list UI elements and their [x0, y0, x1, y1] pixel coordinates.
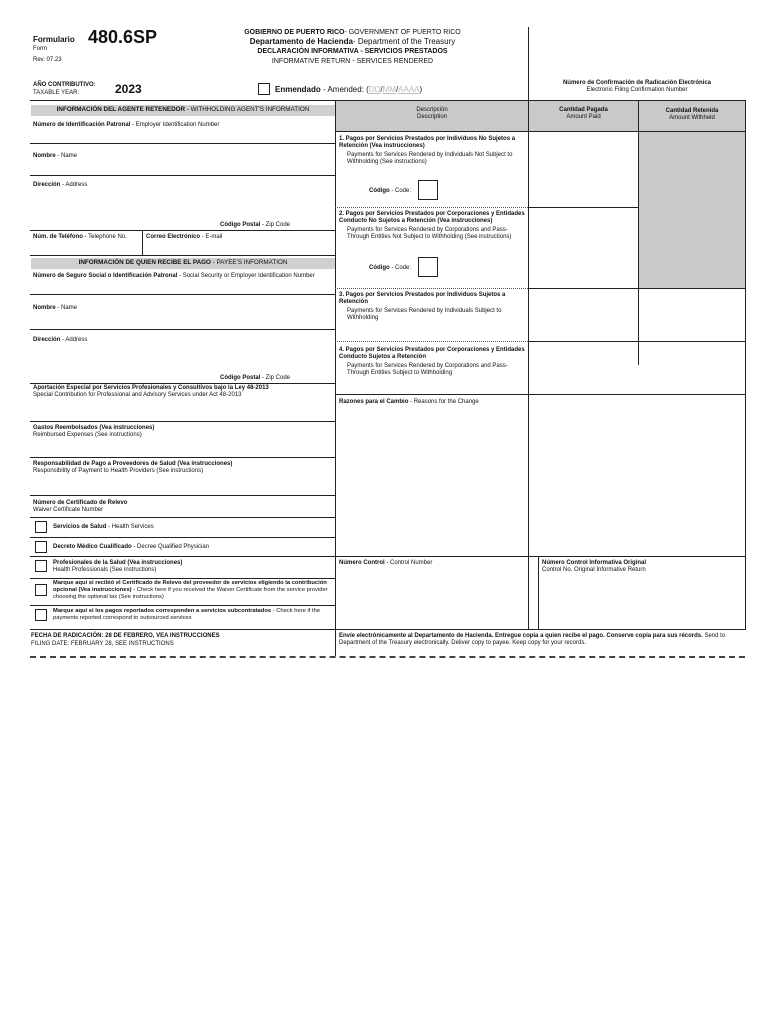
amended-dd[interactable]: DD — [368, 85, 381, 94]
special-contribution-field[interactable]: Aportación Especial por Servicios Profesionales y Consultivos bajo la Ley 48-2013 Special Contribution for Professional and Advisory Services under Act 48-2013 — [33, 385, 269, 399]
reasons-for-change[interactable]: Razones para el Cambio - Reasons for the Change — [339, 399, 479, 405]
payee-address-field[interactable]: Dirección - Address — [33, 337, 88, 343]
year-label-es: AÑO CONTRIBUTIVO: — [33, 82, 96, 88]
payee-name-field[interactable]: Nombre - Name — [33, 305, 78, 311]
cut-line — [30, 656, 745, 658]
waiver-received-label: Marque aquí si recibió el Certificado de Relevo del proveedor de servicios eligiendo la contribución opcional (Vea instrucciones) - Check here if you received the Waiver Certificate from the service provider choosing the optional tax (See instructions) — [53, 580, 328, 600]
taxable-year: 2023 — [115, 82, 142, 96]
original-control-number-field[interactable]: Número Control Informativa Original Control No. Original Informative Return — [542, 560, 647, 574]
gov-es: GOBIERNO DE PUERTO RICO — [244, 29, 345, 36]
item-3: 3. Pagos por Servicios Prestados por Individuos Sujetos a Retención Payments for Services Rendered by Individuals Subject to Withholding — [339, 292, 506, 322]
health-professionals-label: Profesionales de la Salud (Vea instrucciones) Health Professionals (See instructions) — [53, 560, 183, 574]
amended-checkbox[interactable] — [258, 83, 270, 95]
item-2-code-box[interactable] — [418, 257, 438, 277]
amended-aaaa[interactable]: AAAA — [398, 85, 420, 94]
filing-date: FECHA DE RADICACIÓN: 28 DE FEBRERO, VEA INSTRUCCIONES FILING DATE: FEBRUARY 28, SEE INSTRUCTIONS — [31, 633, 220, 648]
formulario-label: Formulario — [33, 35, 75, 44]
agent-phone-field[interactable]: Núm. de Teléfono - Telephone No. — [33, 234, 127, 240]
footer-instructions: Envíe electrónicamente al Departamento de Hacienda. Entregue copia a quien recibe el pago. Conserve copia para sus récords. Send to Department of the Treasury electronically. Deliver copy to payee. Keep copy for your records. — [339, 633, 726, 647]
waiver-certificate-field[interactable]: Número de Certificado de Relevo Waiver Certificate Number — [33, 500, 128, 514]
item-1-code-label: Código - Code: — [369, 188, 412, 194]
efile-confirmation[interactable]: Número de Confirmación de Radicación Electrónica Electronic Filing Confirmation Number — [562, 80, 712, 94]
agent-email-field[interactable]: Correo Electrónico - E-mail — [146, 234, 223, 240]
agent-address-field[interactable]: Dirección - Address — [33, 182, 88, 188]
amended-label: Enmendado - Amended: (DD/MM/AAAA) — [275, 85, 423, 94]
waiver-received-checkbox[interactable] — [35, 584, 47, 596]
agent-zip-field[interactable]: Código Postal - Zip Code — [220, 222, 291, 228]
withheld-disabled-area — [639, 132, 745, 288]
agent-name-field[interactable]: Nombre - Name — [33, 153, 78, 159]
amended-mm[interactable]: MM — [382, 85, 396, 94]
item-1: 1. Pagos por Servicios Prestados por Individuos No Sujetos a Retención (Vea instrucciones) Payments for Services Rendered by Individuals Not Subject to Withholding (See instructions) — [339, 136, 516, 166]
item-4: 4. Pagos por Servicios Prestados por Corporaciones y Entidades Conducto Sujetos a Retención Payments for Services Rendered by Corporations and Pass-Through Entities Subject to Withholding — [339, 347, 525, 377]
agent-ein-field[interactable]: Número de Identificación Patronal - Employer Identification Number — [33, 122, 220, 128]
title-en: INFORMATIVE RETURN - SERVICES RENDERED — [271, 58, 434, 65]
desc-header: Descripción Description — [336, 101, 528, 131]
dept-es: Departamento de Hacienda — [249, 37, 353, 46]
decree-physician-label: Decreto Médico Cualificado - Decree Qualified Physician — [53, 544, 210, 550]
form-label: Form — [33, 46, 47, 52]
reimbursed-expenses-field[interactable]: Gastos Reembolsados (Vea instrucciones) Reimbursed Expenses (See instructions) — [33, 425, 155, 439]
item-1-code-box[interactable] — [418, 180, 438, 200]
item-2: 2. Pagos por Servicios Prestados por Corporaciones y Entidades Conducto No Sujetos a Retención (Vea instrucciones) Payments for Services Rendered by Corporations and Pass-Through Entities Not Subject to Withholding (See instructions) — [339, 211, 525, 241]
agency-block — [210, 29, 495, 66]
form-header — [0, 0, 770, 100]
decree-physician-checkbox[interactable] — [35, 541, 47, 553]
payee-section-header: INFORMACIÓN DE QUIEN RECIBE EL PAGO - PAYEE'S INFORMATION — [31, 258, 335, 269]
revision: Rev. 07.23 — [33, 57, 62, 63]
form-number: 480.6SP — [88, 27, 158, 47]
payee-zip-field[interactable]: Código Postal - Zip Code — [220, 375, 291, 381]
dept-en: - Department of the Treasury — [352, 37, 456, 46]
item-2-code-label: Código - Code: — [369, 265, 412, 271]
year-label-en: TAXABLE YEAR: — [33, 90, 80, 96]
control-number-field[interactable]: Número Control - Control Number — [339, 560, 433, 566]
paid-header: Cantidad Pagada Amount Paid — [529, 101, 638, 131]
payee-ssn-field[interactable]: Número de Seguro Social o Identificación Patronal - Social Security or Employer Identification Number — [33, 273, 315, 279]
health-responsibility-field[interactable]: Responsabilidad de Pago a Proveedores de Salud (Vea instrucciones) Responsibility of Payment to Health Providers (See instructions) — [33, 461, 233, 475]
agent-section-header: INFORMACIÓN DEL AGENTE RETENEDOR - WITHHOLDING AGENT'S INFORMATION — [31, 105, 335, 116]
health-services-label: Servicios de Salud - Health Services — [53, 524, 154, 530]
health-professionals-checkbox[interactable] — [35, 560, 47, 572]
withheld-header: Cantidad Retenida Amount Withheld — [639, 101, 745, 131]
outsourced-label: Marque aquí si los pagos reportados corresponden a servicios subcontratados - Check here if the payments reported correspond to outsourced services — [53, 608, 321, 621]
title-es: DECLARACIÓN INFORMATIVA - SERVICIOS PRESTADOS — [257, 48, 448, 55]
gov-en: - GOVERNMENT OF PUERTO RICO — [344, 29, 461, 36]
outsourced-checkbox[interactable] — [35, 609, 47, 621]
health-services-checkbox[interactable] — [35, 521, 47, 533]
